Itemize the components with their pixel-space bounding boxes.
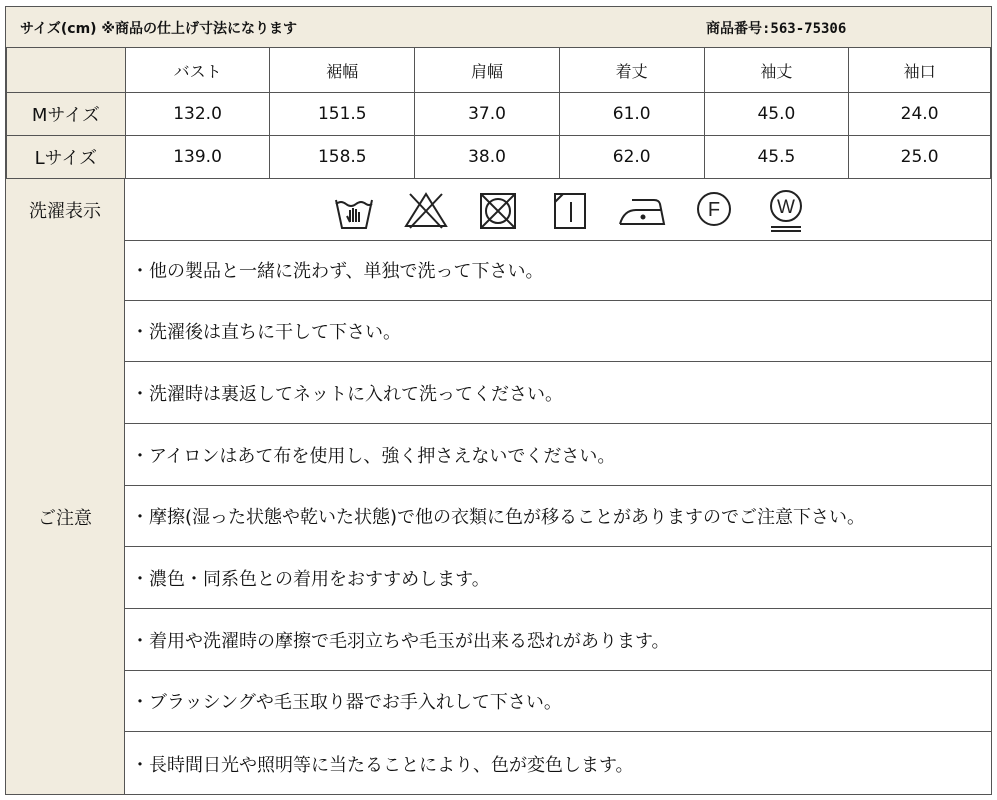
no-tumble-dry-icon [472, 186, 524, 236]
table-cell: 45.5 [704, 136, 849, 179]
note-item: ・他の製品と一緒に洗わず、単独で洗って下さい。 [125, 240, 991, 301]
icon-letter-f: F [707, 199, 721, 221]
column-header: 肩幅 [415, 48, 560, 93]
table-cell: 151.5 [270, 93, 415, 136]
line-dry-shade-icon [544, 186, 596, 236]
column-header: 袖丈 [704, 48, 849, 93]
header-bar [6, 7, 991, 48]
no-bleach-icon [400, 186, 452, 236]
size-table [6, 47, 991, 179]
table-cell: 24.0 [849, 93, 991, 136]
note-item: ・アイロンはあて布を使用し、強く押さえないでください。 [125, 425, 991, 486]
note-item: ・着用や洗濯時の摩擦で毛羽立ちや毛玉が出来る恐れがあります。 [125, 610, 991, 671]
notes-heading: ご注意 [6, 240, 125, 794]
care-label-row [6, 179, 991, 241]
table-row [7, 93, 991, 136]
note-item: ・濃色・同系色との着用をおすすめします。 [125, 548, 991, 609]
dry-clean-f-icon [688, 186, 740, 236]
size-table-header [7, 48, 991, 93]
column-header: 袖口 [849, 48, 991, 93]
icon-letter-w: W [777, 197, 795, 218]
product-number: 商品番号:563-75306 [706, 21, 847, 37]
table-cell: 37.0 [415, 93, 560, 136]
wet-clean-w-icon [760, 186, 812, 236]
table-row [7, 136, 991, 179]
table-cell: 25.0 [849, 136, 991, 179]
column-header: バスト [125, 48, 270, 93]
size-sheet [5, 6, 992, 795]
note-item: ・洗濯時は裏返してネットに入れて洗ってください。 [125, 363, 991, 424]
care-label-heading: 洗濯表示 [6, 179, 125, 240]
row-label: Mサイズ [7, 93, 126, 136]
table-cell: 62.0 [559, 136, 704, 179]
note-item: ・ブラッシングや毛玉取り器でお手入れして下さい。 [125, 671, 991, 732]
table-cell: 139.0 [125, 136, 270, 179]
table-cell: 132.0 [125, 93, 270, 136]
table-cell: 38.0 [415, 136, 560, 179]
table-corner [7, 48, 126, 93]
table-cell: 61.0 [559, 93, 704, 136]
size-note: サイズ(cm) ※商品の仕上げ寸法になります [20, 21, 298, 37]
note-item: ・摩擦(湿った状態や乾いた状態)で他の衣類に色が移ることがありますのでご注意下さい。 [125, 486, 991, 547]
table-cell: 45.0 [704, 93, 849, 136]
column-header: 裾幅 [270, 48, 415, 93]
note-item: ・長時間日光や照明等に当たることにより、色が変色します。 [131, 754, 634, 776]
row-label: Lサイズ [7, 136, 126, 179]
iron-low-icon [616, 186, 668, 236]
notes-section [6, 240, 991, 794]
note-item: ・洗濯後は直ちに干して下さい。 [125, 301, 991, 362]
column-header: 着丈 [559, 48, 704, 93]
hand-wash-icon [328, 186, 380, 236]
table-cell: 158.5 [270, 136, 415, 179]
